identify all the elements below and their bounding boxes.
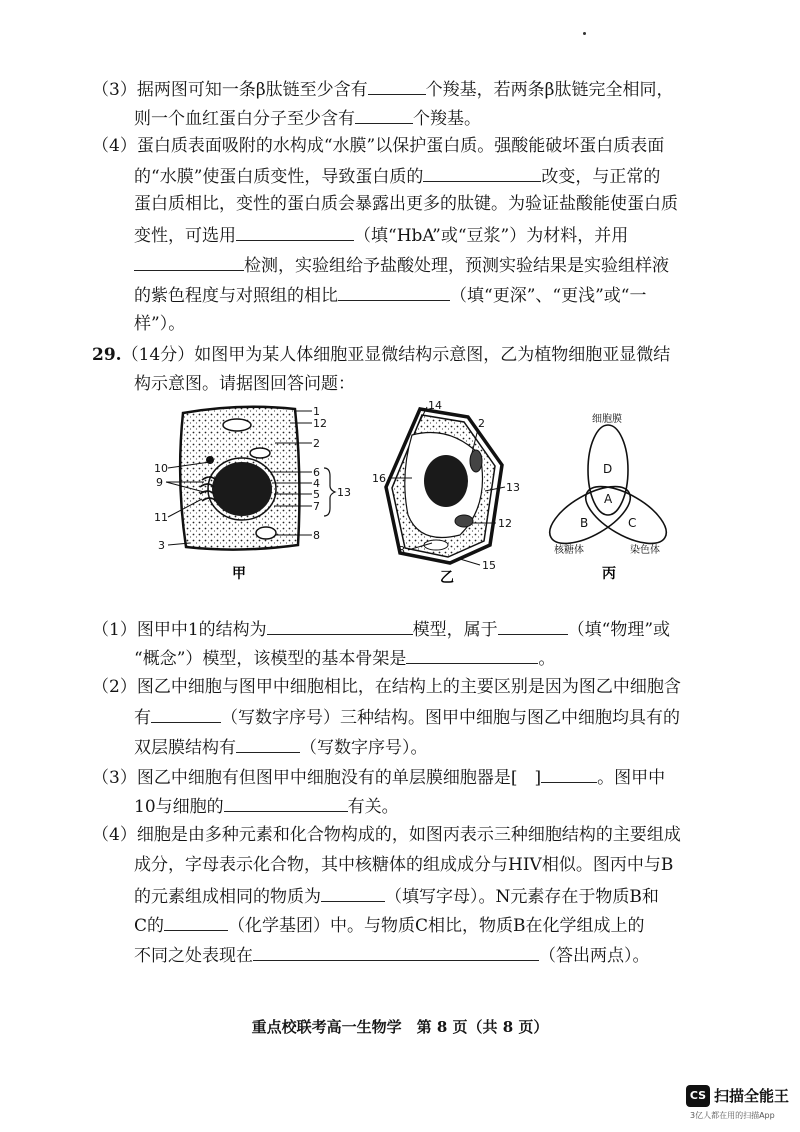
venn-label-ribosome: 核糖体 — [554, 545, 584, 556]
animal-cell-diagram — [180, 407, 299, 550]
label-jia-7: 7 — [313, 500, 320, 513]
venn-label-chromosome: 染色体 — [630, 545, 660, 556]
watermark-title: 扫描全能王 — [714, 1087, 790, 1105]
answer-blank[interactable] — [355, 105, 413, 124]
q29-p3-line2 — [134, 793, 399, 819]
q28-p4-line4 — [134, 222, 628, 248]
text: 有关。 — [347, 797, 399, 817]
caption-jia: 甲 — [232, 566, 246, 582]
q29-p4-line3 — [134, 883, 659, 909]
text: 。图甲中 — [597, 768, 666, 788]
label-jia-13: 13 — [337, 486, 351, 499]
q29-header — [92, 343, 670, 367]
answer-blank[interactable] — [321, 883, 385, 902]
answer-blank[interactable] — [253, 942, 539, 961]
text: 的紫色程度与对照组的相比 — [134, 286, 338, 306]
label-yi-15: 15 — [482, 559, 496, 572]
text: （填“更深”、“更浅”或“一 — [450, 286, 647, 306]
speck — [583, 32, 586, 35]
text: C的 — [134, 916, 165, 936]
figure-cells — [150, 395, 710, 610]
mitochondrion — [223, 419, 251, 431]
label-yi-2: 2 — [478, 417, 485, 430]
text: （填写字母）。N元素存在于物质B和 — [385, 887, 659, 907]
caption-bing: 丙 — [602, 566, 616, 582]
watermark-subtitle: 3亿人都在用的扫描App — [690, 1111, 775, 1120]
label-jia-10: 10 — [154, 462, 168, 475]
nucleus — [424, 455, 468, 507]
nucleus — [212, 462, 272, 516]
text: 的元素组成相同的物质为 — [134, 887, 321, 907]
q28-p4-line1: （4）蛋白质表面吸附的水构成“水膜”以保护蛋白质。强酸能破坏蛋白质表面 — [92, 136, 665, 156]
text: 个羧基。 — [413, 109, 481, 129]
text: 。 — [538, 649, 556, 669]
label-yi-13: 13 — [506, 481, 520, 494]
text: （写数字序号）。 — [300, 738, 428, 758]
answer-blank[interactable] — [134, 252, 244, 271]
venn-letter-a: A — [604, 492, 613, 506]
text: （1）图甲中1的结构为 — [92, 620, 267, 640]
text: （化学基团）中。与物质C相比，物质B在化学组成上的 — [228, 916, 645, 936]
q29-p1-line1 — [92, 616, 670, 642]
plant-cell-diagram — [386, 409, 502, 563]
chloroplast — [470, 450, 482, 472]
q29-p4-line1: （4）细胞是由多种元素和化合物构成的，如图丙表示三种细胞结构的主要组成 — [92, 825, 681, 845]
text: （3）据两图可知一条β肽链至少含有 — [92, 80, 368, 100]
label-jia-2: 2 — [313, 437, 320, 450]
venn-label-membrane: 细胞膜 — [592, 414, 622, 425]
q29-header-line2: 构示意图。请据图回答问题： — [134, 374, 355, 394]
answer-blank[interactable] — [151, 704, 221, 723]
q29-p2-line1: （2）图乙中细胞与图甲中细胞相比，在结构上的主要区别是因为图乙中细胞含 — [92, 677, 681, 697]
label-yi-16: 16 — [372, 472, 386, 485]
text: 10与细胞的 — [134, 797, 224, 817]
text: 变性，可选用 — [134, 226, 236, 246]
q29-p4-line4 — [134, 912, 645, 938]
text: 则一个血红蛋白分子至少含有 — [134, 109, 355, 129]
q29-p4-line2: 成分，字母表示化合物，其中核糖体的组成成分与HIV相似。图丙中与B — [134, 855, 674, 875]
camscanner-logo-icon: CS — [686, 1085, 710, 1107]
q29-p2-line2 — [134, 704, 680, 730]
answer-blank[interactable] — [236, 734, 300, 753]
q28-p4-line2 — [134, 163, 660, 189]
text: （写数字序号）三种结构。图甲中细胞与图乙中细胞均具有的 — [221, 708, 680, 728]
venn-letter-d: D — [603, 462, 613, 476]
text: 个羧基，若两条β肽链完全相同， — [425, 80, 674, 100]
answer-blank[interactable] — [423, 163, 541, 182]
q29-p2-line3 — [134, 734, 428, 760]
q28-p3-line1 — [92, 76, 673, 102]
answer-blank[interactable] — [406, 645, 538, 664]
q28-p4-line3: 蛋白质相比，变性的蛋白质会暴露出更多的肽键。为验证盐酸能使蛋白质 — [134, 194, 678, 214]
answer-blank[interactable] — [338, 282, 450, 301]
q28-p4-line6 — [134, 282, 646, 308]
answer-blank[interactable] — [267, 616, 413, 635]
label-jia-6: 6 — [313, 466, 320, 479]
answer-blank[interactable] — [236, 222, 354, 241]
label-yi-12: 12 — [498, 517, 512, 530]
text: 不同之处表现在 — [134, 946, 253, 966]
label-jia-5: 5 — [313, 488, 320, 501]
text: 有 — [134, 708, 151, 728]
text: 双层膜结构有 — [134, 738, 236, 758]
venn-letter-c: C — [628, 516, 637, 530]
answer-blank[interactable] — [164, 912, 228, 931]
label-jia-8: 8 — [313, 529, 320, 542]
label-jia-11: 11 — [154, 511, 168, 524]
caption-yi: 乙 — [440, 570, 454, 586]
question-number: 29. — [92, 345, 122, 365]
answer-blank[interactable] — [368, 76, 426, 95]
venn-letter-b: B — [580, 516, 589, 530]
label-jia-3: 3 — [158, 539, 165, 552]
text: 检测，实验组给予盐酸处理，预测实验结果是实验组样液 — [244, 256, 669, 276]
text: 的“水膜”使蛋白质变性，导致蛋白质的 — [134, 167, 424, 187]
text: 改变，与正常的 — [541, 167, 661, 187]
text: （14分）如图甲为某人体细胞亚显微结构示意图，乙为植物细胞亚显微结 — [121, 345, 671, 365]
text: （填“HbA”或“豆浆”）为材料，并用 — [354, 226, 629, 246]
text: 模型，属于 — [412, 620, 498, 640]
label-jia-1: 1 — [313, 405, 320, 418]
q28-p3-line2 — [134, 105, 481, 131]
answer-blank[interactable] — [541, 764, 597, 783]
q29-p1-line2 — [134, 645, 555, 671]
label-jia-9: 9 — [156, 476, 163, 489]
answer-blank[interactable] — [224, 793, 348, 812]
answer-blank[interactable] — [498, 616, 568, 635]
venn-diagram — [541, 425, 675, 555]
label-jia-12: 12 — [313, 417, 327, 430]
text: （3）图乙中细胞有但图甲中细胞没有的单层膜细胞器是[ ] — [92, 768, 542, 788]
page-footer: 重点校联考高一生物学 第 8 页（共 8 页） — [251, 1018, 549, 1036]
q29-p4-line5 — [134, 942, 650, 968]
text: （答出两点）。 — [539, 946, 650, 966]
q29-p3-line1 — [92, 764, 665, 790]
text: （填“物理”或 — [567, 620, 671, 640]
label-yi-8: 8 — [398, 544, 405, 557]
q28-p4-line5 — [134, 252, 669, 278]
label-jia-4: 4 — [313, 477, 320, 490]
text: “概念”）模型，该模型的基本骨架是 — [134, 649, 407, 669]
q28-p4-line7: 样”）。 — [134, 314, 186, 334]
label-yi-14: 14 — [428, 399, 442, 412]
